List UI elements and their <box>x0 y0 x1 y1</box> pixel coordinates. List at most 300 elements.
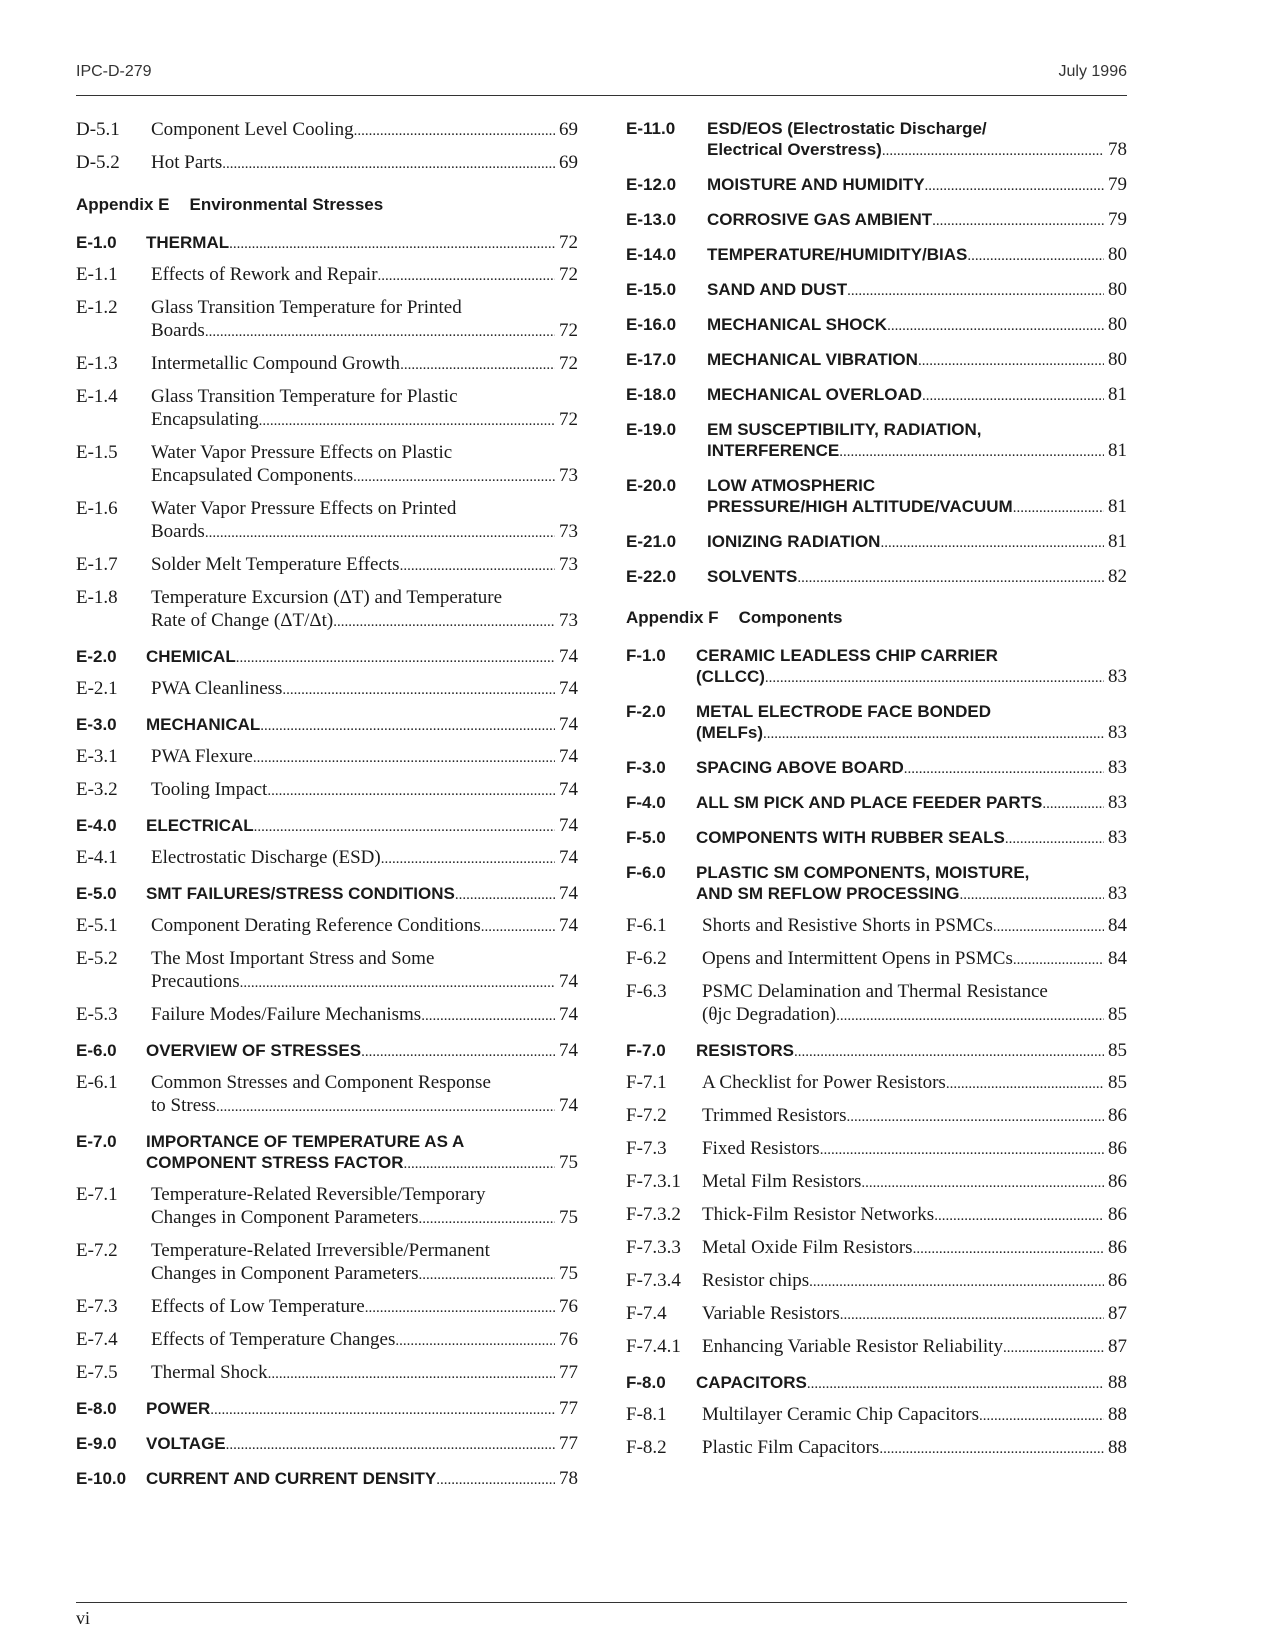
entry-page: 72 <box>559 353 578 374</box>
entry-title: PWA Cleanliness <box>151 678 283 699</box>
entry-body <box>151 1071 578 1119</box>
entry-page: 80 <box>1108 314 1127 335</box>
dot-leader <box>846 1106 1104 1129</box>
toc-subsection-entry <box>626 1436 1127 1461</box>
dot-leader <box>807 1374 1104 1395</box>
entry-number: F-7.3.2 <box>626 1204 681 1225</box>
entry-title: CHEMICAL <box>146 647 236 666</box>
toc-subsection-entry <box>626 1269 1127 1294</box>
entry-title-line: IMPORTANCE OF TEMPERATURE AS A <box>146 1132 465 1151</box>
entry-title: Shorts and Resistive Shorts in PSMCs <box>702 915 993 936</box>
dot-leader <box>765 668 1104 689</box>
dot-leader <box>236 648 555 669</box>
toc-section-entry <box>76 232 578 255</box>
entry-body <box>707 279 1127 302</box>
entry-page: 83 <box>1108 827 1127 848</box>
entry-number: E-4.1 <box>76 847 118 868</box>
toc-section-entry <box>76 883 578 906</box>
entry-body <box>702 1236 1127 1261</box>
entry-page: 87 <box>1108 1336 1127 1357</box>
appendix-title: Components <box>738 608 843 627</box>
entry-number: F-2.0 <box>626 702 666 721</box>
dot-leader <box>419 1208 555 1231</box>
entry-title: MECHANICAL OVERLOAD <box>707 385 923 404</box>
toc-section-entry <box>626 244 1127 267</box>
entry-title-leader <box>146 1398 578 1421</box>
entry-title-line: The Most Important Stress and Some <box>151 948 435 969</box>
entry-title-leader <box>707 566 1127 589</box>
entry-title: Component Level Cooling <box>151 119 354 140</box>
entry-number: D-5.2 <box>76 152 120 173</box>
entry-page: 88 <box>1108 1372 1127 1393</box>
dot-leader <box>946 1073 1104 1096</box>
dot-leader <box>904 759 1104 780</box>
entry-page: 84 <box>1108 915 1127 936</box>
entry-body <box>151 118 578 143</box>
entry-page: 73 <box>559 465 578 486</box>
entry-number: E-1.7 <box>76 554 118 575</box>
entry-number: E-1.6 <box>76 498 118 519</box>
entry-page: 87 <box>1108 1303 1127 1324</box>
dot-leader <box>481 916 555 939</box>
entry-body <box>151 1328 578 1353</box>
entry-body <box>151 778 578 803</box>
entry-title-leader <box>707 209 1127 232</box>
entry-title-leader <box>151 970 578 995</box>
entry-number: F-7.3.3 <box>626 1237 681 1258</box>
entry-page: 82 <box>1108 566 1127 587</box>
entry-number: E-7.0 <box>76 1132 117 1151</box>
dot-leader <box>260 716 555 737</box>
dot-leader <box>354 120 555 143</box>
entry-title-leader <box>146 883 578 906</box>
toc-subsection-entry <box>76 846 578 871</box>
entry-page: 73 <box>559 521 578 542</box>
running-header-date: July 1996 <box>1058 63 1127 80</box>
entry-title-leader <box>707 139 1127 162</box>
entry-page: 69 <box>559 152 578 173</box>
entry-title: Plastic Film Capacitors <box>702 1437 880 1458</box>
entry-title: Changes in Component Parameters <box>151 1263 419 1284</box>
entry-number: E-11.0 <box>626 119 676 138</box>
entry-title-leader <box>151 778 578 803</box>
entry-body <box>151 263 578 288</box>
entry-number: F-6.1 <box>626 915 667 936</box>
toc-subsection-entry <box>626 1203 1127 1228</box>
entry-title: Rate of Change (ΔT/Δt) <box>151 610 334 631</box>
entry-number: E-3.1 <box>76 746 118 767</box>
entry-title: Electrostatic Discharge (ESD) <box>151 847 381 868</box>
entry-title-leader <box>702 1335 1127 1360</box>
entry-page: 74 <box>559 779 578 800</box>
toc-section-entry <box>626 384 1127 407</box>
entry-title-leader <box>151 464 578 489</box>
entry-page: 80 <box>1108 279 1127 300</box>
dot-leader <box>259 410 555 433</box>
dot-leader <box>210 1400 555 1421</box>
dot-leader <box>839 442 1104 463</box>
entry-number: E-10.0 <box>76 1469 127 1488</box>
toc-section-entry <box>626 1372 1127 1395</box>
entry-body <box>702 1269 1127 1294</box>
entry-body <box>696 1040 1127 1063</box>
toc-section-entry <box>626 1040 1127 1063</box>
toc-section-entry <box>76 1040 578 1063</box>
entry-page: 77 <box>559 1433 578 1454</box>
toc-subsection-entry <box>76 263 578 288</box>
dot-leader <box>861 1172 1104 1195</box>
entry-page: 72 <box>559 264 578 285</box>
entry-title: ALL SM PICK AND PLACE FEEDER PARTS <box>696 793 1043 812</box>
entry-title: (MELFs) <box>696 723 764 742</box>
dot-leader <box>240 972 555 995</box>
entry-title-leader <box>702 947 1127 972</box>
entry-number: F-1.0 <box>626 646 666 665</box>
toc-section-entry <box>76 714 578 737</box>
entry-body <box>151 846 578 871</box>
entry-title-leader <box>702 1170 1127 1195</box>
entry-number: F-7.0 <box>626 1041 666 1060</box>
entry-page: 86 <box>1108 1204 1127 1225</box>
dot-leader <box>932 211 1104 232</box>
entry-body <box>151 441 578 489</box>
entry-title: MECHANICAL SHOCK <box>707 315 888 334</box>
toc-section-entry <box>626 349 1127 372</box>
entry-title-leader <box>696 1040 1127 1063</box>
entry-number: E-7.4 <box>76 1329 118 1350</box>
entry-title: to Stress <box>151 1095 216 1116</box>
entry-body <box>151 677 578 702</box>
toc-section-entry <box>626 757 1127 780</box>
entry-title: MOISTURE AND HUMIDITY <box>707 175 925 194</box>
dot-leader <box>216 1096 555 1119</box>
entry-body <box>146 714 578 737</box>
entry-title-leader <box>146 815 578 838</box>
toc-subsection-entry <box>626 980 1127 1028</box>
toc-subsection-entry <box>76 441 578 489</box>
entry-body <box>707 531 1127 554</box>
entry-page: 77 <box>559 1398 578 1419</box>
toc-subsection-entry <box>76 1295 578 1320</box>
appendix-label: Appendix F <box>626 608 719 627</box>
toc-section-entry <box>626 475 1127 519</box>
entry-page: 74 <box>559 1095 578 1116</box>
toc-subsection-entry <box>76 1328 578 1353</box>
entry-title: Multilayer Ceramic Chip Capacitors <box>702 1404 980 1425</box>
entry-title-leader <box>707 349 1127 372</box>
entry-body <box>702 1137 1127 1162</box>
dot-leader <box>1005 829 1104 850</box>
entry-page: 74 <box>559 678 578 699</box>
toc-column-left <box>76 118 578 1499</box>
dot-leader <box>226 1435 555 1456</box>
entry-title-line: Temperature-Related Reversible/Temporary <box>151 1184 486 1205</box>
entry-title: POWER <box>146 1399 211 1418</box>
entry-body <box>146 1468 578 1491</box>
entry-title: (CLLCC) <box>696 667 765 686</box>
entry-title: THERMAL <box>146 233 230 252</box>
dot-leader <box>267 780 555 803</box>
entry-body <box>151 745 578 770</box>
entry-title-leader <box>702 1236 1127 1261</box>
entry-number: F-4.0 <box>626 793 666 812</box>
entry-number: E-16.0 <box>626 315 677 334</box>
entry-title-leader <box>696 757 1127 780</box>
toc-subsection-entry <box>76 296 578 344</box>
entry-body <box>702 1335 1127 1360</box>
entry-number: E-3.0 <box>76 715 117 734</box>
entry-title: CAPACITORS <box>696 1373 807 1392</box>
toc-section-entry <box>626 531 1127 554</box>
dot-leader <box>979 1405 1104 1428</box>
entry-body <box>707 118 1127 162</box>
entry-title: Trimmed Resistors <box>702 1105 847 1126</box>
entry-title-leader <box>696 883 1127 906</box>
entry-title-line: Glass Transition Temperature for Printed <box>151 297 462 318</box>
toc-subsection-entry <box>626 1137 1127 1162</box>
dot-leader <box>205 522 555 545</box>
entry-title-leader <box>146 1468 578 1491</box>
entry-number: E-1.1 <box>76 264 118 285</box>
entry-title: SPACING ABOVE BOARD <box>696 758 904 777</box>
toc-subsection-entry <box>76 553 578 578</box>
entry-page: 79 <box>1108 209 1127 230</box>
entry-body <box>707 314 1127 337</box>
entry-body <box>151 1295 578 1320</box>
dot-leader <box>794 1042 1104 1063</box>
entry-number: F-7.3 <box>626 1138 667 1159</box>
dot-leader <box>395 1330 555 1353</box>
entry-page: 80 <box>1108 349 1127 370</box>
dot-leader <box>436 1470 555 1491</box>
entry-title-leader <box>707 279 1127 302</box>
entry-title-leader <box>151 553 578 578</box>
entry-number: F-7.3.4 <box>626 1270 681 1291</box>
entry-title-leader <box>707 531 1127 554</box>
entry-title: Variable Resistors <box>702 1303 840 1324</box>
dot-leader <box>934 1205 1104 1228</box>
entry-number: F-7.4.1 <box>626 1336 681 1357</box>
toc-subsection-entry <box>76 677 578 702</box>
entry-page: 88 <box>1108 1404 1127 1425</box>
entry-page: 86 <box>1108 1105 1127 1126</box>
entry-number: F-7.2 <box>626 1105 667 1126</box>
entry-number: F-5.0 <box>626 828 666 847</box>
entry-number: E-9.0 <box>76 1434 117 1453</box>
toc-subsection-entry <box>76 118 578 143</box>
dot-leader <box>840 1304 1104 1327</box>
toc-subsection-entry <box>626 914 1127 939</box>
entry-body <box>151 1183 578 1231</box>
entry-title-leader <box>151 1328 578 1353</box>
entry-title: CURRENT AND CURRENT DENSITY <box>146 1469 437 1488</box>
entry-body <box>702 1104 1127 1129</box>
entry-number: E-2.0 <box>76 647 117 666</box>
entry-title-leader <box>151 677 578 702</box>
entry-body <box>146 1131 578 1175</box>
entry-title-leader <box>702 1403 1127 1428</box>
entry-title-leader <box>702 1203 1127 1228</box>
entry-body <box>151 497 578 545</box>
entry-title: Effects of Temperature Changes <box>151 1329 396 1350</box>
entry-title: Precautions <box>151 971 240 992</box>
entry-body <box>151 151 578 176</box>
entry-title-line: Common Stresses and Component Response <box>151 1072 491 1093</box>
entry-number: E-1.5 <box>76 442 118 463</box>
entry-title: Hot Parts <box>151 152 223 173</box>
entry-body <box>151 586 578 634</box>
entry-title-leader <box>151 745 578 770</box>
toc-subsection-entry <box>76 151 578 176</box>
entry-number: E-6.0 <box>76 1041 117 1060</box>
entry-title: PRESSURE/HIGH ALTITUDE/VACUUM <box>707 497 1013 516</box>
toc-subsection-entry <box>76 497 578 545</box>
entry-body <box>696 757 1127 780</box>
entry-title: MECHANICAL <box>146 715 261 734</box>
entry-title-leader <box>146 1433 578 1456</box>
entry-number: E-1.2 <box>76 297 118 318</box>
dot-leader <box>960 885 1104 906</box>
entry-title-line: Glass Transition Temperature for Plastic <box>151 386 458 407</box>
entry-number: E-21.0 <box>626 532 677 551</box>
entry-page: 83 <box>1108 757 1127 778</box>
dot-leader <box>797 568 1104 589</box>
running-header-doc-id: IPC-D-279 <box>76 63 152 80</box>
toc-subsection-entry <box>76 1003 578 1028</box>
entry-number: E-15.0 <box>626 280 677 299</box>
entry-title: SAND AND DUST <box>707 280 848 299</box>
entry-page: 81 <box>1108 496 1127 517</box>
dot-leader <box>913 1238 1104 1261</box>
entry-page: 74 <box>559 971 578 992</box>
entry-title: Component Derating Reference Conditions <box>151 915 481 936</box>
entry-number: D-5.1 <box>76 119 120 140</box>
appendix-heading <box>626 607 1127 629</box>
entry-title-leader <box>702 1302 1127 1327</box>
entry-number: E-5.0 <box>76 884 117 903</box>
entry-body <box>702 914 1127 939</box>
toc-section-entry <box>76 1398 578 1421</box>
dot-leader <box>967 246 1104 267</box>
entry-body <box>696 1372 1127 1395</box>
entry-number: E-12.0 <box>626 175 677 194</box>
dot-leader <box>404 1154 555 1175</box>
entry-number: E-8.0 <box>76 1399 117 1418</box>
entry-number: F-6.2 <box>626 948 667 969</box>
entry-body <box>707 349 1127 372</box>
toc-section-entry <box>626 792 1127 815</box>
dot-leader <box>882 141 1104 162</box>
entry-page: 83 <box>1108 722 1127 743</box>
entry-title-leader <box>146 714 578 737</box>
entry-page: 69 <box>559 119 578 140</box>
entry-number: F-3.0 <box>626 758 666 777</box>
entry-title: Effects of Low Temperature <box>151 1296 365 1317</box>
entry-page: 74 <box>559 815 578 836</box>
entry-title-leader <box>696 722 1127 745</box>
toc-section-entry <box>626 566 1127 589</box>
entry-number: E-7.1 <box>76 1184 118 1205</box>
dot-leader <box>353 466 555 489</box>
toc-section-entry <box>76 1433 578 1456</box>
entry-title-leader <box>702 1003 1127 1028</box>
entry-page: 83 <box>1108 883 1127 904</box>
entry-title: Encapsulated Components <box>151 465 354 486</box>
entry-title: Thick-Film Resistor Networks <box>702 1204 935 1225</box>
dot-leader <box>205 321 555 344</box>
toc-subsection-entry <box>626 1071 1127 1096</box>
entry-number: F-8.2 <box>626 1437 667 1458</box>
entry-title-leader <box>151 1262 578 1287</box>
entry-page: 86 <box>1108 1237 1127 1258</box>
entry-title: Failure Modes/Failure Mechanisms <box>151 1004 422 1025</box>
entry-number: E-6.1 <box>76 1072 118 1093</box>
entry-title: Enhancing Variable Resistor Reliability <box>702 1336 1003 1357</box>
entry-body <box>146 232 578 255</box>
entry-body <box>702 1071 1127 1096</box>
dot-leader <box>361 1042 555 1063</box>
entry-number: E-1.0 <box>76 233 117 252</box>
entry-title-line: CERAMIC LEADLESS CHIP CARRIER <box>696 646 998 665</box>
entry-title: Metal Oxide Film Resistors <box>702 1237 913 1258</box>
header-rule <box>76 95 1127 96</box>
entry-title-leader <box>146 232 578 255</box>
toc-subsection-entry <box>76 385 578 433</box>
entry-page: 81 <box>1108 384 1127 405</box>
entry-title: Solder Melt Temperature Effects <box>151 554 400 575</box>
dot-leader <box>400 555 555 578</box>
entry-title-leader <box>151 352 578 377</box>
entry-title: Tooling Impact <box>151 779 268 800</box>
entry-body <box>707 475 1127 519</box>
entry-title: Thermal Shock <box>151 1362 268 1383</box>
entry-title: Changes in Component Parameters <box>151 1207 419 1228</box>
entry-number: E-4.0 <box>76 816 117 835</box>
toc-section-entry <box>626 701 1127 745</box>
entry-title: AND SM REFLOW PROCESSING <box>696 884 960 903</box>
toc-section-entry <box>626 827 1127 850</box>
entry-title-line: Temperature Excursion (ΔT) and Temperature <box>151 587 503 608</box>
entry-title-leader <box>151 319 578 344</box>
entry-number: F-7.1 <box>626 1072 667 1093</box>
dot-leader <box>1013 949 1104 972</box>
entry-page: 74 <box>559 646 578 667</box>
entry-body <box>151 1003 578 1028</box>
entry-number: F-8.0 <box>626 1373 666 1392</box>
entry-title: RESISTORS <box>696 1041 794 1060</box>
entry-title: (θjc Degradation) <box>702 1004 837 1025</box>
entry-number: E-3.2 <box>76 779 118 800</box>
entry-page: 88 <box>1108 1437 1127 1458</box>
entry-number: F-7.3.1 <box>626 1171 681 1192</box>
entry-title: SOLVENTS <box>707 567 798 586</box>
entry-body <box>146 1398 578 1421</box>
entry-title: OVERVIEW OF STRESSES <box>146 1041 362 1060</box>
entry-body <box>702 1436 1127 1461</box>
entry-title-line: EM SUSCEPTIBILITY, RADIATION, <box>707 420 982 439</box>
entry-body <box>146 1433 578 1456</box>
toc-section-entry <box>626 279 1127 302</box>
entry-title-leader <box>702 1104 1127 1129</box>
entry-title: INTERFERENCE <box>707 441 840 460</box>
entry-title-leader <box>707 384 1127 407</box>
dot-leader <box>400 354 555 377</box>
entry-title-line: PLASTIC SM COMPONENTS, MOISTURE, <box>696 863 1030 882</box>
entry-title: TEMPERATURE/HUMIDITY/BIAS <box>707 245 968 264</box>
entry-number: E-1.4 <box>76 386 118 407</box>
entry-body <box>702 1403 1127 1428</box>
entry-title-leader <box>702 1269 1127 1294</box>
